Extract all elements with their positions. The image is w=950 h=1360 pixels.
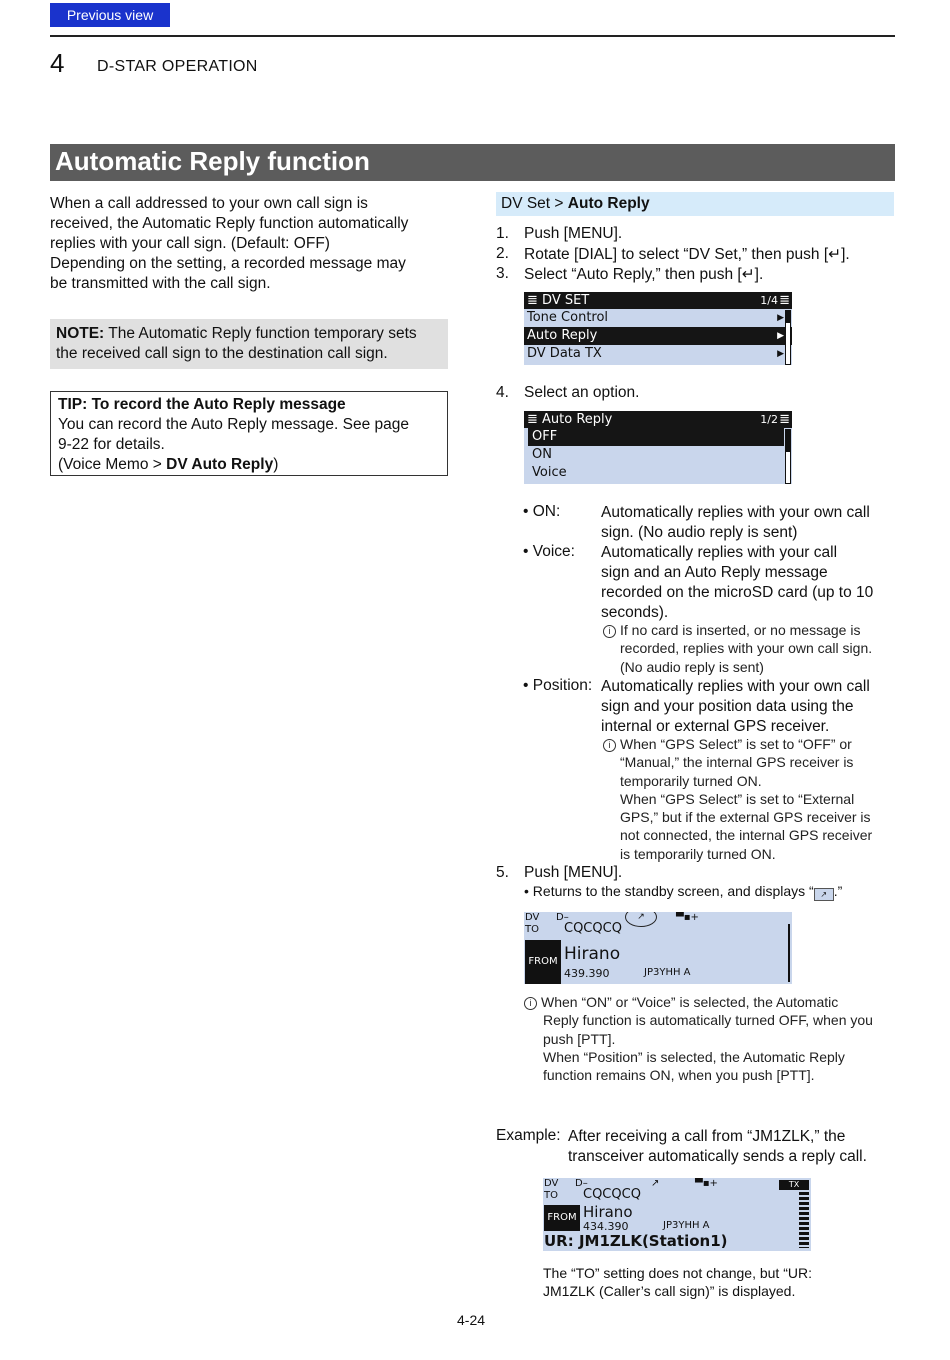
menu-path-item: Auto Reply — [567, 195, 650, 212]
frequency: 434.390 — [583, 1220, 629, 1233]
chapter-number: 4 — [50, 48, 65, 78]
page-indicator: 1/2 — [760, 413, 778, 426]
tip-title: TIP: To record the Auto Reply message — [58, 396, 346, 413]
info-line: When “ON” or “Voice” is selected, the Automatic — [541, 994, 839, 1010]
tip-line: ) — [273, 456, 279, 473]
menu-path — [501, 195, 650, 213]
tip-line: 9-22 for details. — [58, 436, 165, 453]
caption-line: The “TO” setting does not change, but “UR: — [543, 1265, 812, 1281]
info-line: function remains ON, when you push [PTT]. — [543, 1067, 815, 1084]
info-line: recorded, replies with your own call sign. — [620, 640, 873, 657]
scrollbar[interactable] — [785, 310, 791, 365]
dplus-indicator: D– — [556, 912, 569, 923]
caption-line: JM1ZLK (Caller’s call sign)” is displayed. — [543, 1283, 796, 1300]
previous-view-button[interactable]: Previous view — [50, 3, 170, 27]
to-value: CQCQCQ — [583, 1187, 641, 1202]
signal-icon: ▀▪+ — [695, 1178, 718, 1189]
page-indicator: 1/4 — [760, 294, 778, 307]
menu-item-label: DV Data TX — [527, 346, 602, 361]
caller-callsign: JP3YHH A — [663, 1220, 710, 1231]
description-line: seconds). — [601, 604, 669, 621]
auto-reply-icon: ↗ — [814, 888, 834, 901]
screen-title-bar — [524, 411, 792, 428]
menu-item-label: Auto Reply — [527, 328, 598, 343]
signal-icon: ▀▪+ — [676, 912, 699, 923]
info-icon: i — [603, 625, 616, 638]
step-text: Select an option. — [524, 384, 640, 401]
example-line: transceiver automatically sends a reply call. — [568, 1148, 867, 1165]
option-off[interactable]: OFF — [528, 428, 784, 446]
frequency: 439.390 — [564, 967, 610, 980]
auto-reply-options-screen — [524, 411, 792, 484]
to-value: CQCQCQ — [564, 921, 622, 936]
menu-item-auto-reply[interactable] — [524, 327, 792, 345]
menu-path-prefix: DV Set > — [501, 195, 568, 212]
info-line: “Manual,” the internal GPS receiver is — [620, 754, 854, 771]
option-description — [601, 677, 901, 737]
note-text — [56, 324, 446, 364]
step-text: Push [MENU]. — [524, 864, 623, 881]
example-text — [568, 1127, 867, 1167]
description-line: Automatically replies with your call — [601, 544, 838, 561]
intro-line: Depending on the setting, a recorded message may — [50, 255, 406, 272]
screen-title: Auto Reply — [542, 412, 613, 427]
note-line: The Automatic Reply function temporary sets — [104, 325, 417, 342]
option-label: • Position: — [523, 677, 593, 694]
description-line: recorded on the microSD card (up to 10 — [601, 584, 874, 601]
screen-title-bar — [524, 292, 792, 309]
scrollbar-thumb[interactable] — [786, 430, 790, 452]
from-label: FROM — [525, 940, 561, 984]
step-number: 5. — [496, 864, 509, 881]
info-line: GPS,” but if the external GPS receiver is — [620, 809, 871, 826]
intro-line: received, the Automatic Reply function automatically — [50, 215, 409, 232]
caller-name: Hirano — [583, 1203, 633, 1221]
to-label: TO — [525, 924, 539, 935]
position-info-note — [603, 735, 898, 863]
mode-indicator: DV — [544, 1178, 559, 1189]
menu-item-dv-data-tx[interactable] — [524, 345, 792, 363]
menu-icon: ≣ — [527, 412, 543, 427]
description-line: Automatically replies with your own call — [601, 678, 870, 695]
example-line: After receiving a call from “JM1ZLK,” the — [568, 1128, 846, 1145]
info-line: push [PTT]. — [543, 1030, 616, 1047]
note-text: • Returns to the standby screen, and displays “ — [524, 883, 814, 899]
note-line: the received call sign to the destination call sign. — [56, 345, 388, 362]
description-line: sign and an Auto Reply message — [601, 564, 828, 581]
s-meter — [788, 924, 790, 982]
arrow-right-icon: ▶ — [777, 313, 784, 323]
description-line: sign. (No audio reply is sent) — [601, 524, 798, 541]
ur-callsign: UR: JM1ZLK(Station1) — [544, 1232, 728, 1250]
option-label: • Voice: — [523, 543, 575, 560]
ptt-info-note — [524, 993, 899, 1084]
scroll-icon: ≣ — [779, 412, 790, 427]
tip-line: You can record the Auto Reply message. See page — [58, 416, 409, 433]
tx-indicator: TX — [779, 1180, 809, 1190]
dplus-indicator: D– — [575, 1178, 588, 1189]
info-line: When “GPS Select” is set to “External — [620, 790, 855, 807]
note-label: NOTE: — [56, 325, 105, 342]
info-line: not connected, the internal GPS receiver — [620, 827, 873, 844]
info-line: If no card is inserted, or no message is — [620, 622, 861, 638]
section-title: Automatic Reply function — [55, 146, 370, 176]
option-description — [601, 543, 901, 623]
arrow-right-icon: ▶ — [777, 349, 784, 359]
info-icon: i — [524, 997, 537, 1010]
step-number: 2. — [496, 245, 509, 262]
info-line: Reply function is automatically turned OFF, when you — [543, 1012, 873, 1029]
info-line: When “GPS Select” is set to “OFF” or — [620, 736, 852, 752]
auto-reply-icon: ↗ — [651, 1178, 660, 1189]
note-text: .” — [833, 883, 843, 899]
caller-name: Hirano — [564, 944, 621, 964]
step-text: Select “Auto Reply,” then push [↵]. — [524, 266, 764, 283]
scroll-icon: ≣ — [779, 293, 790, 308]
tip-menu-link: DV Auto Reply — [166, 456, 274, 473]
info-line: is temporarily turned ON. — [620, 845, 776, 862]
voice-info-note — [603, 621, 898, 676]
step-text: Push [MENU]. — [524, 225, 623, 242]
page-number: 4-24 — [457, 1312, 486, 1328]
standby-screen — [524, 912, 792, 984]
info-icon: i — [603, 739, 616, 752]
step-number: 4. — [496, 384, 509, 401]
option-on[interactable]: ON — [532, 447, 552, 462]
intro-paragraph — [50, 194, 450, 294]
intro-line: be transmitted with the call sign. — [50, 275, 271, 292]
info-line: When “Position” is selected, the Automatic Reply — [543, 1048, 845, 1065]
power-meter — [799, 1192, 809, 1248]
menu-item-label: Tone Control — [527, 310, 609, 325]
option-voice[interactable]: Voice — [532, 465, 567, 480]
arrow-right-icon: ▶ — [777, 331, 784, 341]
description-line: Automatically replies with your own call — [601, 504, 870, 521]
screen-title: DV SET — [542, 293, 590, 308]
step-number: 3. — [496, 265, 509, 282]
from-label: FROM — [544, 1205, 580, 1231]
option-label: • ON: — [523, 503, 561, 520]
mode-indicator: DV — [525, 912, 540, 923]
intro-line: replies with your call sign. (Default: OFF) — [50, 235, 330, 252]
info-line: (No audio reply is sent) — [620, 658, 764, 675]
intro-line: When a call addressed to your own call sign is — [50, 195, 368, 212]
auto-reply-icon: ↗ — [625, 912, 657, 927]
menu-item-tone-control[interactable] — [524, 309, 792, 327]
menu-icon: ≣ — [527, 293, 543, 308]
scrollbar[interactable] — [785, 429, 791, 484]
description-line: internal or external GPS receiver. — [601, 718, 830, 735]
step-text: Rotate [DIAL] to select “DV Set,” then push [↵]. — [524, 246, 850, 263]
option-description — [601, 503, 901, 543]
description-line: sign and your position data using the — [601, 698, 854, 715]
chapter-title: D-STAR OPERATION — [97, 58, 258, 75]
tx-screen-caption — [543, 1264, 812, 1301]
caller-callsign: JP3YHH A — [644, 967, 691, 978]
tip-line: (Voice Memo > — [58, 456, 167, 473]
tip-text — [58, 395, 443, 475]
dv-set-menu-screen — [524, 292, 792, 365]
step-number: 1. — [496, 225, 509, 242]
step5-note — [524, 883, 842, 901]
example-label: Example: — [496, 1127, 561, 1144]
tx-screen — [543, 1178, 811, 1251]
header-rule — [50, 35, 895, 37]
info-line: temporarily turned ON. — [620, 772, 762, 789]
to-label: TO — [544, 1190, 558, 1201]
scrollbar-thumb[interactable] — [786, 311, 790, 323]
